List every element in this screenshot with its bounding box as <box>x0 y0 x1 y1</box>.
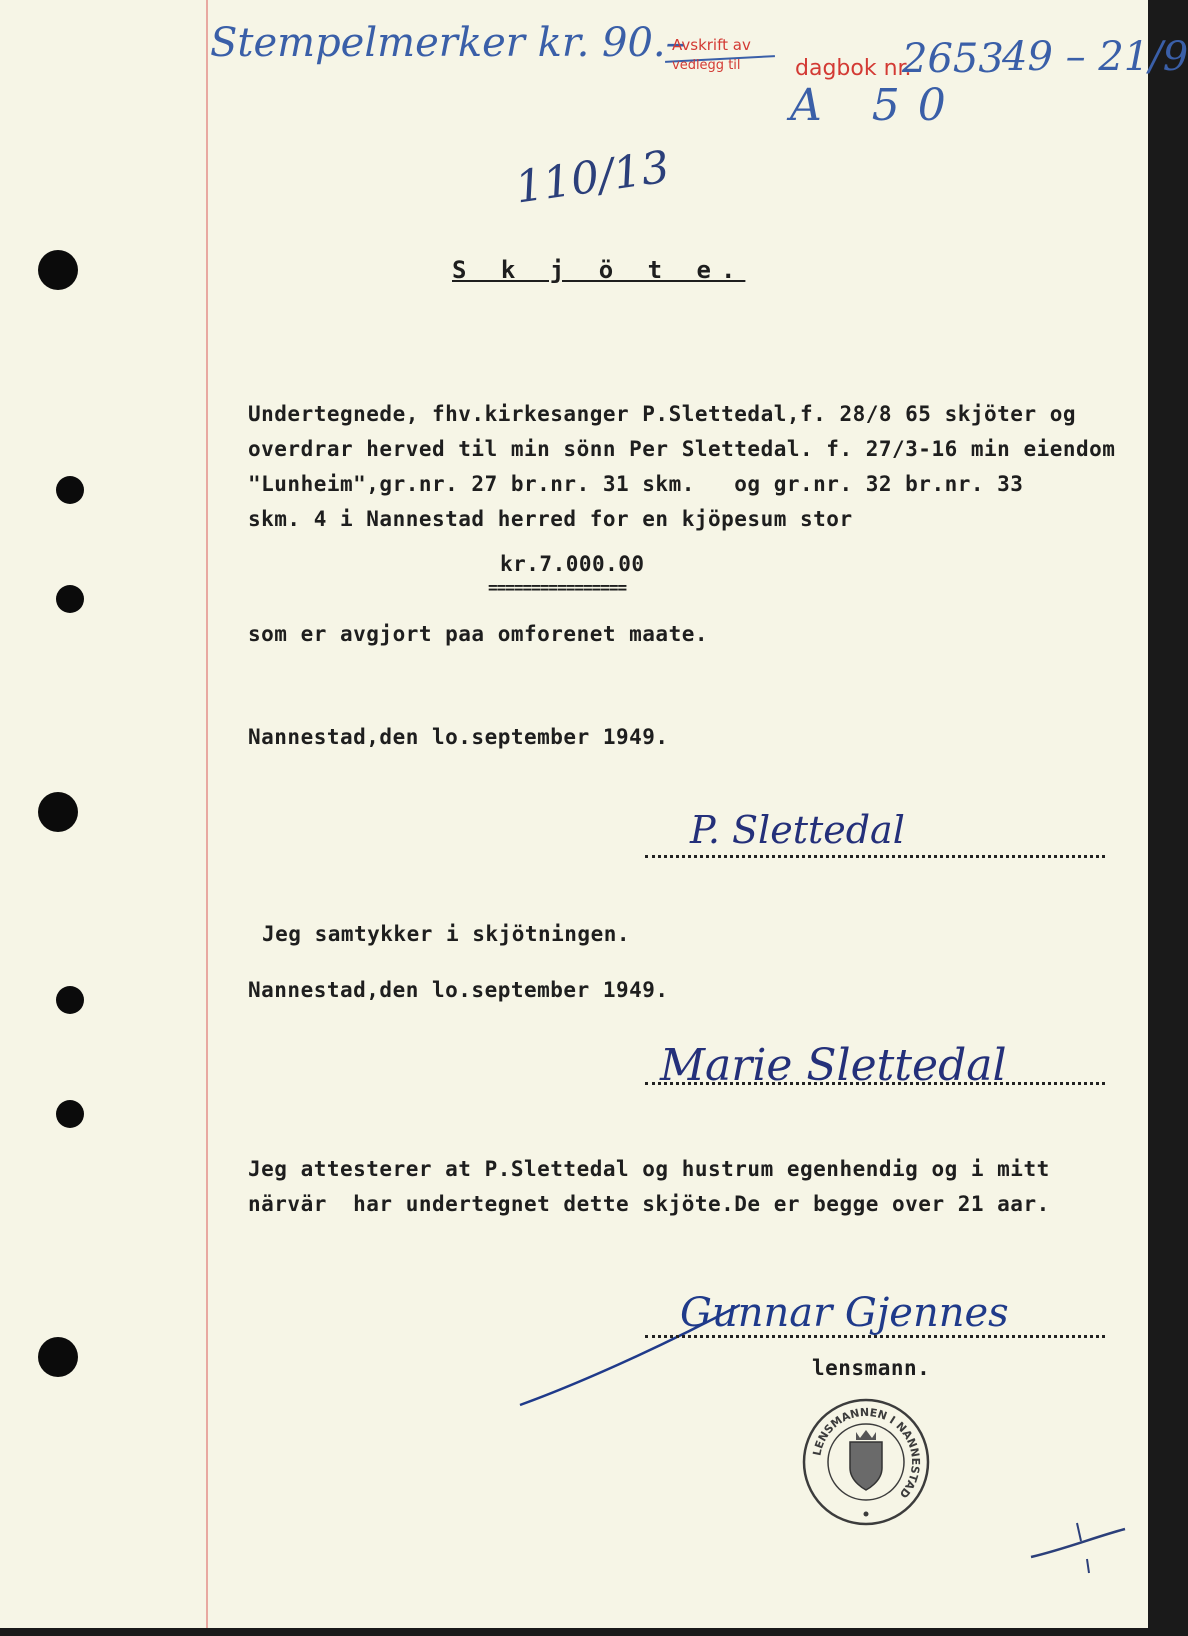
punch-hole <box>38 1337 78 1377</box>
punch-hole <box>38 250 78 290</box>
body-line: "Lunheim",gr.nr. 27 br.nr. 31 skm. og gr.nr. 32 br.nr. 33 <box>248 472 1024 496</box>
archive-reference: A 50 <box>790 80 964 131</box>
body-line: skm. 4 i Nannestad herred for en kjöpesum stor <box>248 507 853 531</box>
journal-year-date: 49 – 21/9 <box>1002 34 1188 80</box>
lensmann-signature: Gunnar Gjennes <box>680 1290 1009 1336</box>
stamp-fee-note: Stempelmerker kr. 90.– <box>210 20 686 66</box>
folio-number: 110/13 <box>512 141 673 214</box>
amount-underline: ================ <box>488 578 627 597</box>
spouse-signature: Marie Slettedal <box>660 1040 1007 1091</box>
purchase-amount: kr.7.000.00 <box>500 552 645 576</box>
punch-hole <box>56 986 84 1014</box>
signature-flourish <box>515 1300 745 1410</box>
journal-number: 2653 <box>902 36 1004 82</box>
attestation-line: närvär har undertegnet dette skjöte.De er begge over 21 aar. <box>248 1192 1050 1216</box>
seal-text: LENSMANNEN I NANNESTAD <box>810 1405 923 1501</box>
printed-attachment-label: vedlegg til <box>672 58 741 73</box>
settlement-text: som er avgjort paa omforenet maate. <box>248 622 709 646</box>
official-seal <box>800 1396 932 1528</box>
signature-line <box>645 855 1105 858</box>
margin-line <box>206 0 208 1628</box>
consent-text: Jeg samtykker i skjötningen. <box>262 922 631 946</box>
crest-icon <box>850 1442 882 1490</box>
punch-hole <box>56 476 84 504</box>
place-date-seller: Nannestad,den lo.september 1949. <box>248 725 669 749</box>
margin-checkmark <box>1025 1515 1135 1575</box>
printed-copy-label: Avskrift av <box>672 36 751 54</box>
punch-hole <box>56 585 84 613</box>
punch-hole <box>38 792 78 832</box>
printed-dagbok-label: dagbok nr. <box>795 56 912 81</box>
punch-hole <box>56 1100 84 1128</box>
body-line: overdrar herved til min sönn Per Slettedal. f. 27/3-16 min eiendom <box>248 437 1116 461</box>
signature-line <box>645 1082 1105 1085</box>
document-title: S k j ö t e. <box>452 256 746 284</box>
body-line: Undertegnede, fhv.kirkesanger P.Slettedal,f. 28/8 65 skjöter og <box>248 402 1077 426</box>
signer-title: lensmann. <box>812 1356 931 1380</box>
attestation-line: Jeg attesterer at P.Slettedal og hustrum egenhendig og i mitt <box>248 1157 1050 1181</box>
seller-signature: P. Slettedal <box>690 808 905 852</box>
signature-line <box>645 1335 1105 1338</box>
place-date-spouse: Nannestad,den lo.september 1949. <box>248 978 669 1002</box>
